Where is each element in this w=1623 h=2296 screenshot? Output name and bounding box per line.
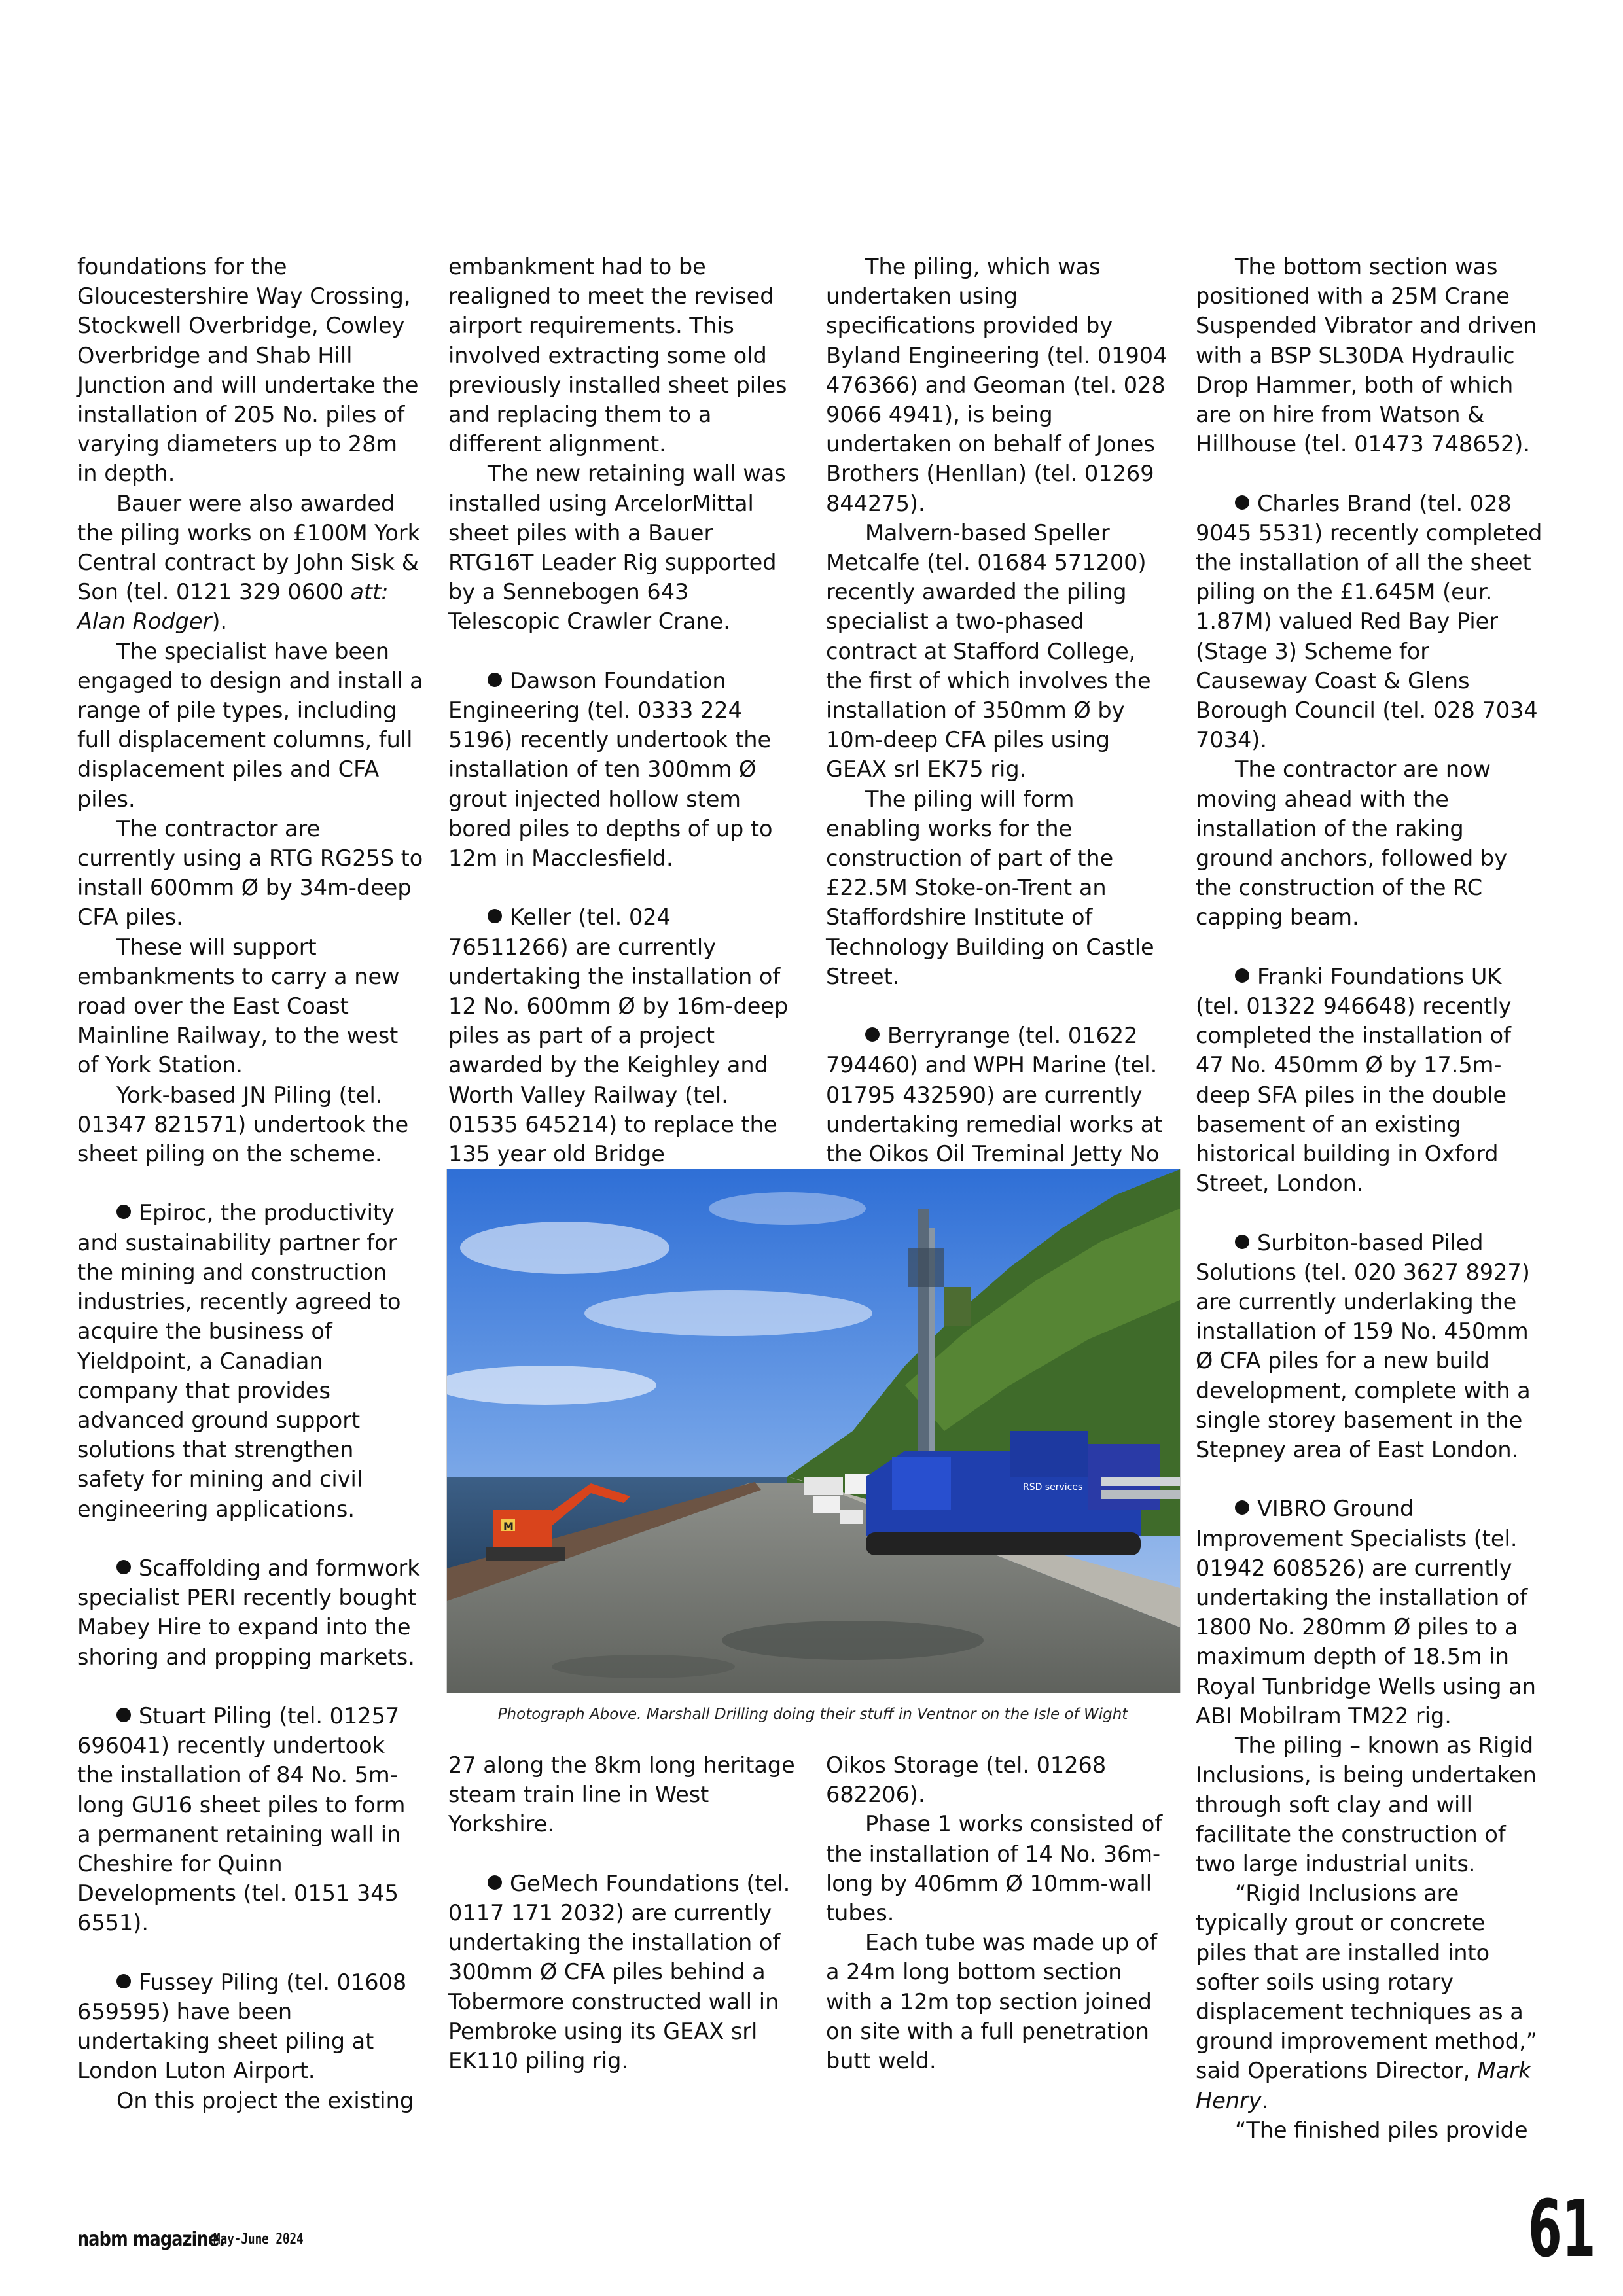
page-number: 61 bbox=[1528, 2184, 1596, 2275]
paragraph: The new retaining wall was installed using ArcelorMittal sheet piles with a Bauer RTG16T Leader Rig supported by a Sennebogen 643 Telescopic Crawler Crane. bbox=[448, 461, 786, 635]
paragraph: These will support embankments to carry a new road over the East Coast Mainline Railway, to the west of York Station. bbox=[77, 934, 400, 1078]
paragraph: Bauer were also awarded the piling works on £100M York Central contract by John Sisk & Son (tel. 0121 329 0600 att: Alan Rodger). bbox=[77, 490, 420, 635]
news-item-berryrange: Berryrange (tel. 01622 794460) and WPH Marine (tel. 01795 432590) are currently undertaking remedial works at the Oikos Oil Treminal Jetty No bbox=[826, 1023, 1163, 1167]
paragraph: Phase 1 works consisted of the installation of 14 No. 36m-long by 406mm Ø 10mm-wall tubes. bbox=[826, 1811, 1163, 1926]
news-item-franki: Franki Foundations UK (tel. 01322 946648) recently completed the installation of 47 No. 450mm Ø by 17.5m-deep SFA piles in the double basement of an existing historical building in Oxford Street, London. bbox=[1196, 963, 1512, 1197]
news-item-vibro: VIBRO Ground Improvement Specialists (tel. 01942 608526) are currently undertaking the installation of 1800 No. 280mm Ø piles to a maximum depth of 18.5m in Royal Tunbridge Wells using an ABI Mobilram TM22 rig. bbox=[1196, 1496, 1536, 1729]
news-item-keller: Keller (tel. 024 76511266) are currently undertaking the installation of 12 No. 600mm Ø by 16m-deep piles as part of a project awarded by the Keighley and Worth Valley Railway (tel. 01535 645214) to replace the 135 year old Bridge bbox=[448, 904, 789, 1167]
paragraph: “The finished piles provide bbox=[1235, 2117, 1528, 2143]
bullet-icon bbox=[116, 1560, 131, 1574]
news-item-fussey-piling: Fussey Piling (tel. 01608 659595) have been undertaking sheet piling at London Luton Airport. bbox=[77, 1969, 407, 2084]
paragraph: York-based JN Piling (tel. 01347 821571) undertook the sheet piling on the scheme. bbox=[77, 1082, 409, 1167]
paragraph: Each tube was made up of a 24m long bottom section with a 12m top section joined on site with a full penetration butt weld. bbox=[826, 1930, 1158, 2074]
paragraph: The bottom section was positioned with a 25M Crane Suspended Vibrator and driven with a BSP SL30DA Hydraulic Drop Hammer, both of which are on hire from Watson & Hillhouse (tel. 01473 748652). bbox=[1196, 254, 1537, 457]
bullet-icon bbox=[1235, 495, 1249, 510]
paragraph: The piling, which was undertaken using specifications provided by Byland Engineering (tel. 01904 476366) and Geoman (tel. 028 9066 4941), is being undertaken on behalf of Jones Brothers (Henllan) (tel. 01269 844275). bbox=[826, 254, 1168, 516]
news-item-piled-solutions: Surbiton-based Piled Solutions (tel. 020 3627 8927) are currently underlaking the installation of 159 No. 450mm Ø CFA piles for a new build development, complete with a single storey basement in the Stepney area of East London. bbox=[1196, 1229, 1531, 1463]
article-column-4 bbox=[1196, 252, 1543, 2145]
paragraph: embankment had to be realigned to meet the revised airport requirements. This involved extracting some old previously installed sheet piles and replacing them to a different alignment. bbox=[448, 254, 787, 457]
news-item-peri: Scaffolding and formwork specialist PERI recently bought Mabey Hire to expand into the shoring and propping markets. bbox=[77, 1555, 420, 1670]
news-item-gemech: GeMech Foundations (tel. 0117 171 2032) are currently undertaking the installation of 300mm Ø CFA piles behind a Tobermore constructed wall in Pembroke using its GEAX srl EK110 piling rig. bbox=[448, 1870, 791, 2074]
article-column-3 bbox=[826, 252, 1173, 1228]
paragraph: On this project the existing bbox=[116, 2087, 414, 2113]
news-item-charles-brand: Charles Brand (tel. 028 9045 5531) recently completed the installation of all the sheet piling on the £1.645M (eur. 1.87M) valued Red Bay Pier (Stage 3) Scheme for Causeway Coast & Glens Borough Council (tel. 028 7034 7034). bbox=[1196, 490, 1543, 753]
bullet-icon bbox=[488, 673, 502, 687]
article-column-2 bbox=[448, 252, 795, 1169]
bullet-icon bbox=[488, 909, 502, 923]
marshall-drilling-rig-image bbox=[447, 1169, 1180, 1693]
paragraph: The contractor are now moving ahead with the installation of the raking ground anchors, followed by the construction of the RC capping beam. bbox=[1196, 756, 1508, 930]
bullet-icon bbox=[1235, 1500, 1249, 1515]
news-item-stuart-piling: Stuart Piling (tel. 01257 696041) recently undertook the installation of 84 No. 5m-long GU16 sheet piles to form a permanent retaining wall in Cheshire for Quinn Developments (tel. 0151 345 6551). bbox=[77, 1703, 406, 1936]
paragraph: 27 along the 8km long heritage steam train line in West Yorkshire. bbox=[448, 1752, 795, 1837]
site-photograph bbox=[446, 1169, 1181, 1693]
photo-caption: Photograph Above. Marshall Drilling doing their stuff in Ventnor on the Isle of Wight bbox=[497, 1706, 1128, 1723]
svg-text:RSD services: RSD services bbox=[1023, 1482, 1083, 1492]
bullet-icon bbox=[865, 1027, 880, 1042]
news-item-dawson: Dawson Foundation Engineering (tel. 0333 224 5196) recently undertook the installation of ten 300mm Ø grout injected hollow stem bored piles to depths of up to 12m in Macclesfield. bbox=[448, 667, 773, 872]
bullet-icon bbox=[488, 1875, 502, 1890]
magazine-name: nabm magazine. bbox=[77, 2228, 225, 2251]
article-column-2-lower bbox=[448, 1750, 795, 2075]
bullet-icon bbox=[116, 1708, 131, 1722]
paragraph: foundations for the Gloucestershire Way Crossing, Stockwell Overbridge, Cowley Overbridge and Shab Hill Junction and will undertake the installation of 205 No. piles of varying diameters up to 28m in depth. bbox=[77, 254, 419, 487]
bullet-icon bbox=[116, 1205, 131, 1219]
paragraph: Oikos Storage (tel. 01268 682206). bbox=[826, 1752, 1107, 1808]
article-column-3-lower bbox=[826, 1750, 1173, 2075]
paragraph: The specialist have been engaged to design and install a range of pile types, including full displacement columns, full displacement piles and CFA piles. bbox=[77, 638, 423, 812]
news-item-epiroc: Epiroc, the productivity and sustainability partner for the mining and construction industries, recently agreed to acquire the business of Yieldpoint, a Canadian company that provides advanced ground support solutions that strengthen safety for mining and civil engineering applications. bbox=[77, 1200, 401, 1522]
paragraph: “Rigid Inclusions are typically grout or concrete piles that are installed into softer soils using rotary displacement techniques as a ground improvement method,” said Operations Director, Mark Henry. bbox=[1196, 1881, 1537, 2113]
paragraph: The contractor are currently using a RTG RG25S to install 600mm Ø by 34m-deep CFA piles. bbox=[77, 815, 423, 930]
paragraph: The piling – known as Rigid Inclusions, is being undertaken through soft clay and will facilitate the construction of two large industrial units. bbox=[1196, 1733, 1537, 1877]
svg-text:M: M bbox=[503, 1520, 514, 1532]
issue-date: May-June 2024 bbox=[213, 2231, 304, 2248]
bullet-icon bbox=[1235, 968, 1249, 983]
bullet-icon bbox=[116, 1974, 131, 1988]
bullet-icon bbox=[1235, 1235, 1249, 1249]
article-column-1 bbox=[77, 252, 424, 2115]
paragraph: The piling will form enabling works for the construction of part of the £22.5M Stoke-on-Trent an Staffordshire Institute of Technology Building on Castle Street. bbox=[826, 786, 1154, 989]
paragraph: Malvern-based Speller Metcalfe (tel. 01684 571200) recently awarded the piling specialist a two-phased contract at Stafford College, the first of which involves the installation of 350mm Ø by 10m-deep CFA piles using GEAX srl EK75 rig. bbox=[826, 520, 1151, 783]
